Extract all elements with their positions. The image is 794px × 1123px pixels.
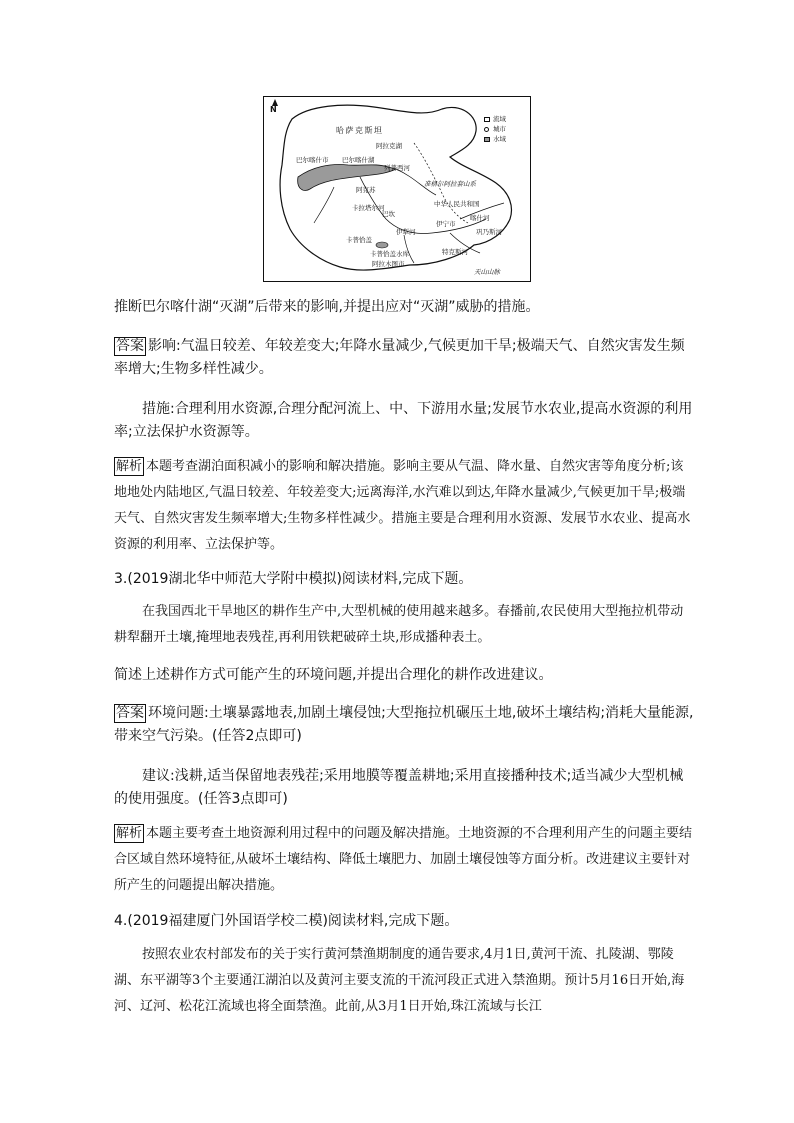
q3-title: 3.(2019湖北华中师范大学附中模拟)阅读材料,完成下题。: [114, 571, 473, 587]
answer-tag: 答案: [116, 338, 144, 354]
map-label-reservoir: 卡普恰盖水库: [370, 250, 409, 258]
map-label-dzungarian: 准格尔阿拉套山系: [424, 180, 476, 188]
map-label-tekes: 特克斯河: [442, 248, 468, 256]
map-label-ili-river: 伊犁河: [396, 228, 416, 236]
map-label-alakol: 阿拉克湖: [376, 142, 402, 150]
q2-answer: 影响:气温日较差、年较差变大;年降水量减少,气候更加干旱;极端天气、自然灾害发生频率增大;生物多样性减少。: [114, 338, 685, 377]
legend-city-icon: [484, 127, 489, 132]
map-label-kapchagay: 卡普恰盖: [346, 236, 372, 244]
map-label-lepsy: 列普西河: [384, 164, 410, 172]
answer-tag: 答案: [116, 705, 144, 721]
q3-analysis: 本题主要考查土地资源利用过程中的问题及解决措施。土地资源的不合理利用产生的问题主要结合区域自然环境特征,从破坏土壤结构、降低土壤肥力、加剧土壤侵蚀等方面分析。改进建议主要针对所产生的问题提出解决措施。: [114, 826, 693, 893]
map-label-balkhash-lake: 巴尔喀什湖: [342, 156, 375, 164]
q3-answer-block: [114, 702, 694, 748]
q3-material: 在我国西北干旱地区的耕作生产中,大型机械的使用越来越多。春播前,农民使用大型拖拉机带动耕犁翻开土壤,掩埋地表残茬,再利用铁耙破碎土块,形成播种表土。: [114, 604, 684, 645]
q3-answer: 环境问题:土壤暴露地表,加剧土壤侵蚀;大型拖拉机碾压土地,破坏土壤结构;消耗大量能源,带来空气污染。(任答2点即可): [114, 705, 694, 744]
analysis-tag: 解析: [116, 826, 143, 841]
map-label-yining: 伊宁市: [436, 220, 456, 228]
q2-question: 推断巴尔喀什湖“灭湖”后带来的影响,并提出应对“灭湖”威胁的措施。: [114, 299, 540, 315]
map-label-almaty: 阿拉木图市: [372, 260, 405, 268]
map-label-kashi-river: 喀什河: [470, 214, 490, 222]
q2-analysis-block: [114, 454, 694, 558]
q3-suggest: 建议:浅耕,适当保留地表残茬;采用地膜等覆盖耕地;采用直接播种技术;适当减少大型机械的使用强度。(任答3点即可): [114, 768, 684, 807]
q4-title: 4.(2019福建厦门外国语学校二模)阅读材料,完成下题。: [114, 913, 459, 929]
q2-answer-block: [114, 335, 694, 381]
map-label-balkhash-city: 巴尔喀什市: [296, 156, 329, 164]
q3-analysis-block: [114, 821, 694, 899]
map-label-kazakhstan: 哈萨克斯坦: [336, 126, 384, 135]
map-label-karatal: 卡拉塔尔河: [352, 204, 385, 212]
q2-analysis: 本题考查湖泊面积减小的影响和解决措施。影响主要从气温、降水量、自然灾害等角度分析;该地地处内陆地区,气温日较差、年较差变大;远离海洋,水汽难以到达,年降水量减少,气候更加干旱;极端天气、自然灾害发生频率增大;生物多样性减少。措施主要是合理利用水资源、发展节水农业、提高水资源的利用率、立法保护等。: [114, 459, 691, 552]
q2-measures: 措施:合理利用水资源,合理分配河流上、中、下游用水量;发展节水农业,提高水资源的利用率;立法保护水资源等。: [114, 401, 693, 440]
legend-water-icon: [484, 137, 490, 142]
map-figure: [263, 96, 531, 282]
north-label: N: [270, 105, 277, 114]
q3-question: 简述上述耕作方式可能产生的环境问题,并提出合理化的耕作改进建议。: [114, 667, 553, 683]
legend-basin-icon: [484, 117, 490, 122]
map-label-aksu: 阿克苏: [356, 186, 376, 194]
map-label-china: 中华人民共和国: [434, 200, 480, 208]
analysis-tag: 解析: [116, 459, 143, 474]
map-label-bakanas: 巴坎: [382, 210, 395, 218]
q4-material: 按照农业农村部发布的关于实行黄河禁渔期制度的通告要求,4月1日,黄河干流、扎陵湖、鄂陵湖、东平湖等3个主要通江湖泊以及黄河主要支流的干流河段正式进入禁渔期。预计5月16日开始,海河、辽河、松花江流域也将全面禁渔。此前,从3月1日开始,珠江流域与长江: [114, 947, 685, 1014]
legend-water-label: 水域: [493, 135, 506, 143]
map-label-tianshan: 天山山脉: [474, 268, 500, 276]
map-label-gongnaisi: 巩乃斯河: [476, 228, 502, 236]
legend-city-label: 城市: [493, 125, 506, 133]
legend-basin-label: 流域: [493, 115, 506, 123]
